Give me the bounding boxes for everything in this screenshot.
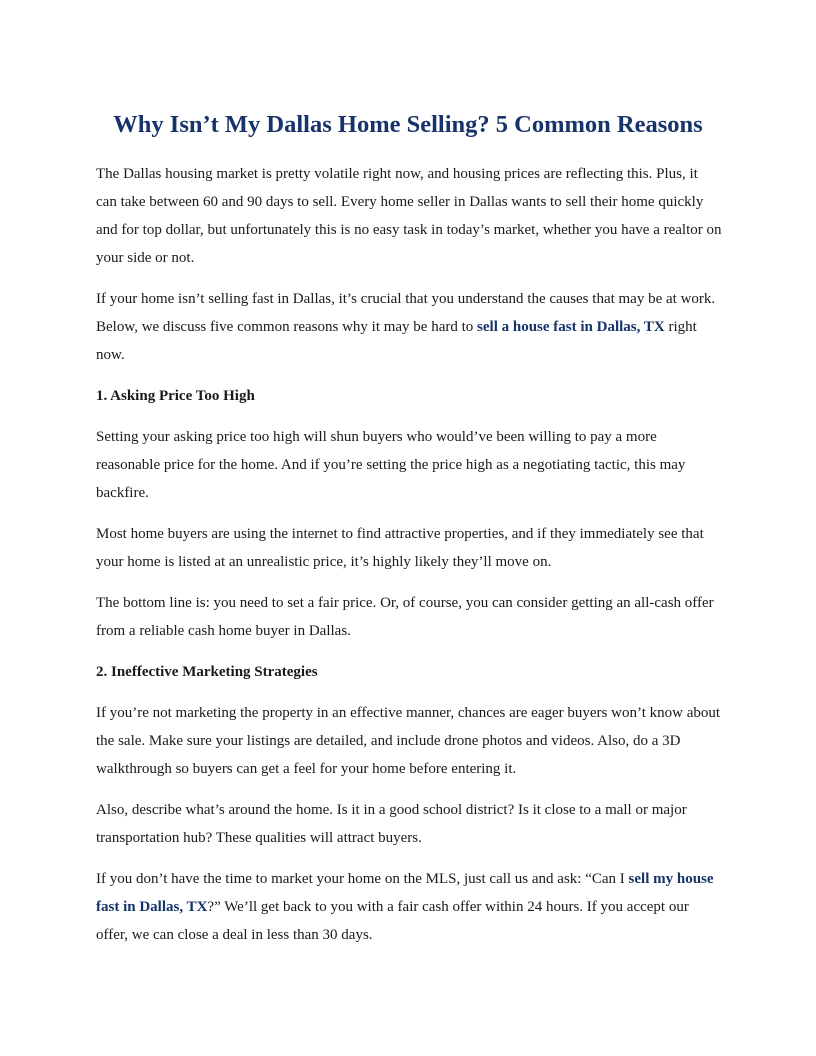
sell-house-fast-link[interactable]: sell a house fast in Dallas, TX xyxy=(477,319,665,335)
page-title: Why Isn’t My Dallas Home Selling? 5 Common Reasons xyxy=(113,111,703,138)
asking-price-paragraph-2: Most home buyers are using the internet to find attractive properties, and if they immediately see that your home is listed at an unrealistic price, it’s highly likely they’ll move on. xyxy=(96,526,704,570)
article-body xyxy=(96,160,722,962)
marketing-paragraph-3 xyxy=(96,865,722,949)
marketing-paragraph-2: Also, describe what’s around the home. Is it in a good school district? Is it close to a mall or major transportation hub? These qualities will attract buyers. xyxy=(96,802,687,846)
mls-text-after: ?” We’ll get back to you with a fair cash offer within 24 hours. If you accept our offer, we can close a deal in less than 30 days. xyxy=(96,899,689,943)
mls-text-before: If you don’t have the time to market your home on the MLS, just call us and ask: “Can I xyxy=(96,871,629,887)
asking-price-paragraph-3: The bottom line is: you need to set a fair price. Or, of course, you can consider getting an all-cash offer from a reliable cash home buyer in Dallas. xyxy=(96,595,714,639)
section-heading-marketing: 2. Ineffective Marketing Strategies xyxy=(96,664,318,680)
causes-paragraph xyxy=(96,285,722,369)
intro-paragraph: The Dallas housing market is pretty volatile right now, and housing prices are reflecting this. Plus, it can take between 60 and 90 days to sell. Every home seller in Dallas wants to sell their home quickly and for top dollar, but unfortunately this is no easy task in today’s market, whether you have a realtor on your side or not. xyxy=(96,166,722,266)
asking-price-paragraph-1: Setting your asking price too high will shun buyers who would’ve been willing to pay a more reasonable price for the home. And if you’re setting the price high as a negotiating tactic, this may backfire. xyxy=(96,429,686,501)
causes-text-after: right now. xyxy=(96,319,697,363)
sell-my-house-fast-link[interactable]: sell my house fast in Dallas, TX xyxy=(96,871,714,915)
causes-text-before: If your home isn’t selling fast in Dallas, it’s crucial that you understand the causes that may be at work. Below, we discuss five common reasons why it may be hard to xyxy=(96,291,716,335)
section-heading-asking-price: 1. Asking Price Too High xyxy=(96,388,255,404)
marketing-paragraph-1: If you’re not marketing the property in an effective manner, chances are eager buyers won’t know about the sale. Make sure your listings are detailed, and include drone photos and videos. Also, do a 3D walkthrough so buyers can get a feel for your home before entering it. xyxy=(96,705,721,777)
